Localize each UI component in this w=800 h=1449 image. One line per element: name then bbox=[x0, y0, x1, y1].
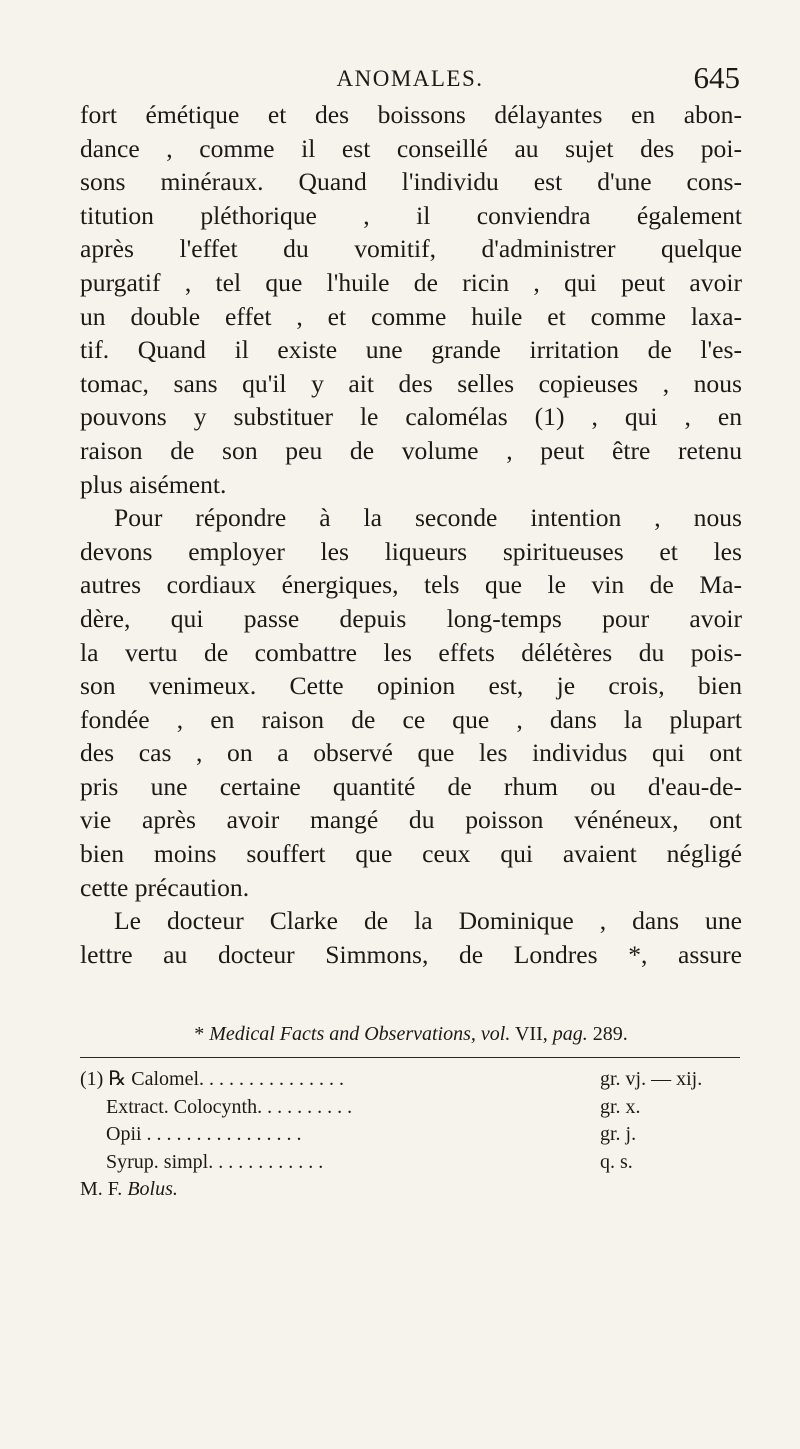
text-line: tomac, sans qu'il y ait des selles copieuses , nous bbox=[80, 368, 742, 398]
prescription-row bbox=[80, 1094, 740, 1122]
text-line: un double effet , et comme huile et comme laxa- bbox=[80, 301, 742, 331]
text-line: dère, qui passe depuis long-temps pour avoir bbox=[80, 603, 742, 633]
text-line: son venimeux. Cette opinion est, je crois, bien bbox=[80, 671, 742, 701]
prescription-row bbox=[80, 1149, 740, 1177]
text-line: vie après avoir mangé du poisson vénéneux, ont bbox=[80, 805, 742, 835]
text-line: pris une certaine quantité de rhum ou d'eau-de- bbox=[80, 771, 742, 801]
dose: gr. x. bbox=[600, 1095, 641, 1118]
paragraph-start-line: Pour répondre à la seconde intention , nous bbox=[114, 503, 742, 533]
text-line: purgatif , tel que l'huile de ricin , qui peut avoir bbox=[80, 267, 742, 297]
text-line: bien moins souffert que ceux qui avaient négligé bbox=[80, 839, 742, 869]
footnote-pag: 289. bbox=[592, 1023, 628, 1045]
text-line: autres cordiaux énergiques, tels que le vin de Ma- bbox=[80, 570, 742, 600]
ingredient: (1) ℞ Calomel. . . . . . . . . . . . . . . bbox=[80, 1068, 345, 1090]
ingredient: Syrup. simpl. . . . . . . . . . . . bbox=[106, 1150, 324, 1173]
footnote-pag-label: pag. bbox=[552, 1023, 588, 1045]
formula-prefix: M. F. bbox=[80, 1178, 123, 1200]
ingredient: Extract. Colocynth. . . . . . . . . . bbox=[106, 1095, 353, 1118]
text-line: fondée , en raison de ce que , dans la plupart bbox=[80, 704, 742, 734]
text-line: plus aisément. bbox=[80, 469, 227, 499]
page-number: 645 bbox=[693, 60, 740, 95]
text-line: après l'effet du vomitif, d'administrer quelque bbox=[80, 234, 742, 264]
footnote-vol-label: vol. bbox=[480, 1023, 511, 1045]
footnote-work-title: Medical Facts and Observations, bbox=[209, 1023, 476, 1045]
text-line: la vertu de combattre les effets délétères du pois- bbox=[80, 637, 742, 667]
footnote-mark: * bbox=[194, 1023, 205, 1045]
dose: q. s. bbox=[600, 1150, 633, 1173]
formula-name: Bolus. bbox=[127, 1178, 178, 1200]
prescription-footnote bbox=[80, 1066, 740, 1204]
formula-line bbox=[80, 1176, 740, 1204]
text-line: cette précaution. bbox=[80, 872, 250, 902]
text-line: sons minéraux. Quand l'individu est d'une cons- bbox=[80, 167, 742, 197]
footnote-divider bbox=[80, 1057, 740, 1058]
text-line: fort émétique et des boissons délayantes en abon- bbox=[80, 100, 742, 129]
dose: gr. vj. — xij. bbox=[600, 1068, 703, 1090]
footnote-vol: VII bbox=[514, 1023, 543, 1045]
text-line: des cas , on a observé que les individus qui ont bbox=[80, 738, 742, 768]
text-line: pouvons y substituer le calomélas (1) , qui , en bbox=[80, 402, 742, 432]
text-line: tif. Quand il existe une grande irritation de l'es- bbox=[80, 335, 742, 365]
main-text bbox=[80, 98, 742, 971]
paragraph-start-line: Le docteur Clarke de la Dominique , dans une bbox=[114, 906, 742, 936]
text-line: raison de son peu de volume , peut être retenu bbox=[80, 435, 742, 465]
text-line: titution pléthorique , il conviendra également bbox=[80, 200, 742, 230]
text-line: devons employer les liqueurs spiritueuses et les bbox=[80, 536, 742, 566]
text-line: dance , comme il est conseillé au sujet des poi- bbox=[80, 133, 742, 163]
dose: gr. j. bbox=[600, 1123, 637, 1145]
running-title: ANOMALES. bbox=[336, 66, 484, 91]
ingredient: Opii . . . . . . . . . . . . . . . . bbox=[106, 1123, 302, 1145]
prescription-row bbox=[80, 1066, 740, 1094]
text-line: lettre au docteur Simmons, de Londres *, assure bbox=[80, 939, 742, 969]
prescription-row bbox=[80, 1121, 740, 1149]
footnote-reference: * Medical Facts and Observations, vol. VII, pag. 289. bbox=[194, 1023, 628, 1045]
